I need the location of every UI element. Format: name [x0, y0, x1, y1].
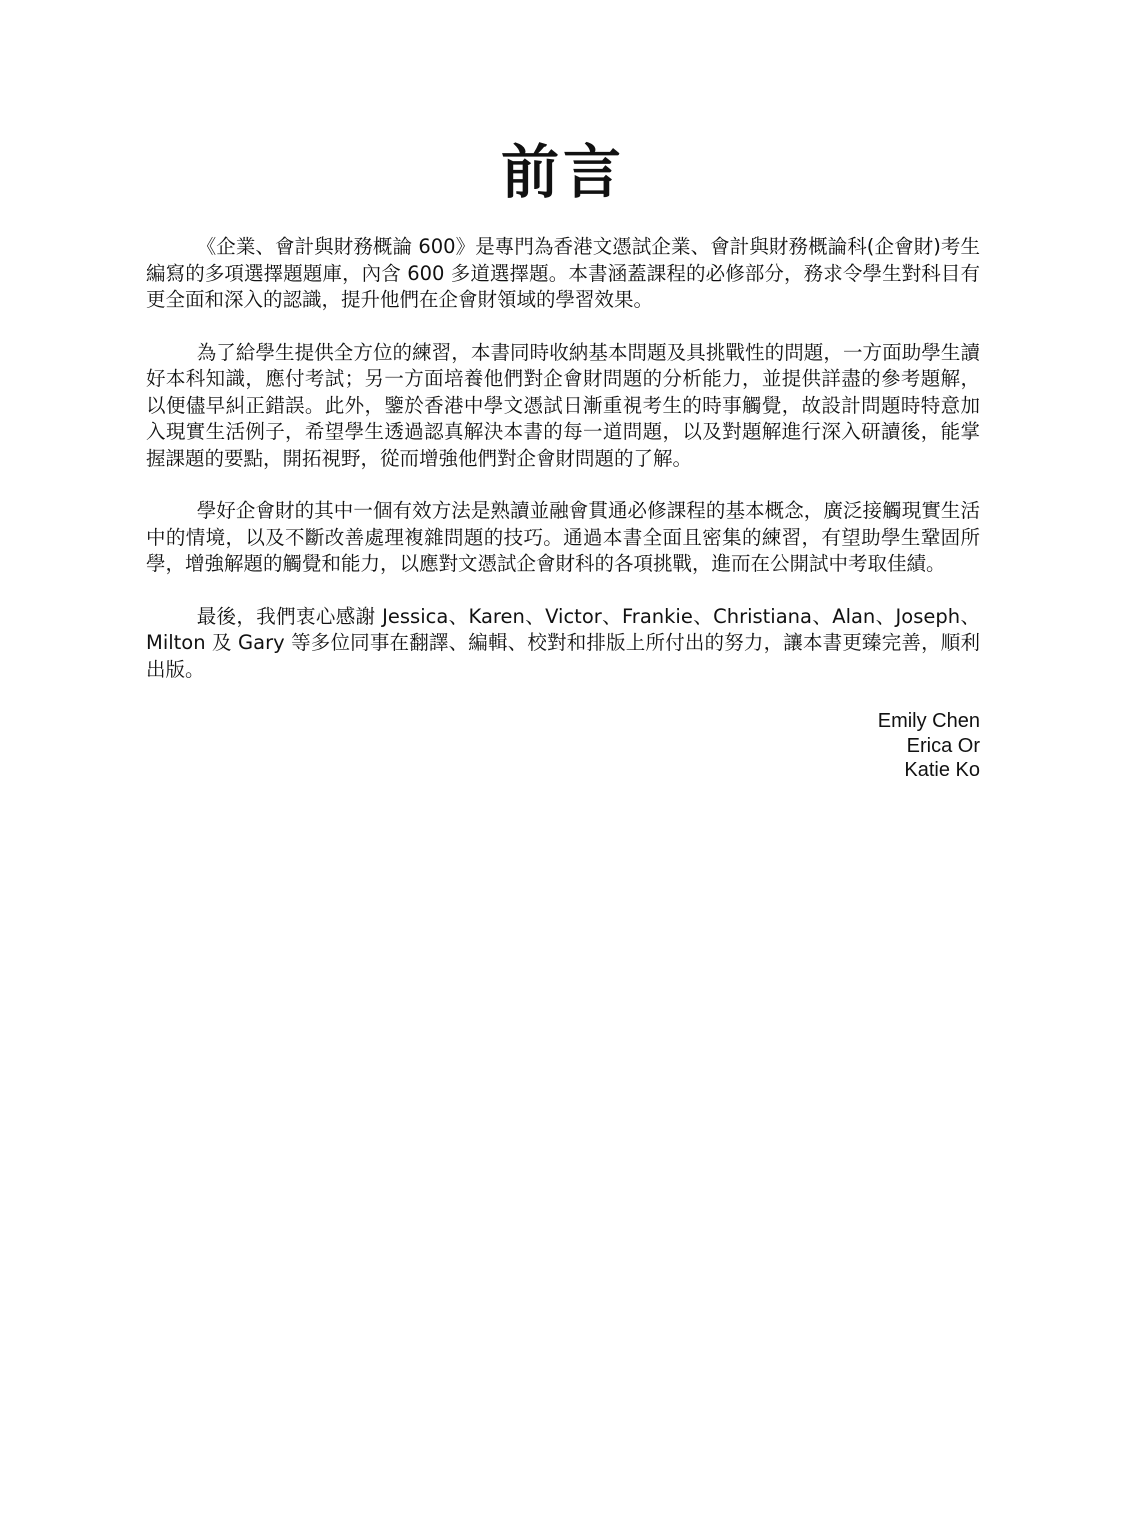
preface-page — [146, 0, 980, 783]
author-name: Erica Or — [906, 734, 980, 757]
author-signatures — [146, 709, 980, 783]
paragraph-acknowledgements: 最後，我們衷心感謝 Jessica、Karen、Victor、Frankie、Christiana、Alan、Joseph、Milton 及 Gary 等多位同事在翻譯、編輯、校對和排版上所付出的努力，讓本書更臻完善，順利出版。 — [146, 604, 980, 681]
author-name: Katie Ko — [904, 759, 980, 781]
page-title: 前言 — [500, 138, 625, 206]
paragraph-practice: 為了給學生提供全方位的練習，本書同時收納基本問題及具挑戰性的問題，一方面助學生讀好本科知識，應付考試；另一方面培養他們對企會財問題的分析能力，並提供詳盡的參考題解，以便儘早糾正錯誤。此外，鑒於香港中學文憑試日漸重視考生的時事觸覺，故設計問題時特意加入現實生活例子，希望學生透過認真解決本書的每一道問題，以及對題解進行深入研讀後，能掌握課題的要點，開拓視野，從而增強他們對企會財問題的了解。 — [146, 340, 980, 470]
paragraph-study-method: 學好企會財的其中一個有效方法是熟讀並融會貫通必修課程的基本概念，廣泛接觸現實生活中的情境，以及不斷改善處理複雜問題的技巧。通過本書全面且密集的練習，有望助學生鞏固所學，增強解題的觸覺和能力，以應對文憑試企會財科的各項挑戰，進而在公開試中考取佳績。 — [146, 499, 980, 575]
paragraph-intro: 《企業、會計與財務概論 600》是專門為香港文憑試企業、會計與財務概論科(企會財)考生編寫的多項選擇題題庫，內含 600 多道選擇題。本書涵蓋課程的必修部分，務求令學生對科目有更全面和深入的認識，提升他們在企會財領域的學習效果。 — [146, 235, 980, 311]
preface-body — [146, 234, 980, 683]
author-name: Emily Chen — [877, 710, 980, 732]
